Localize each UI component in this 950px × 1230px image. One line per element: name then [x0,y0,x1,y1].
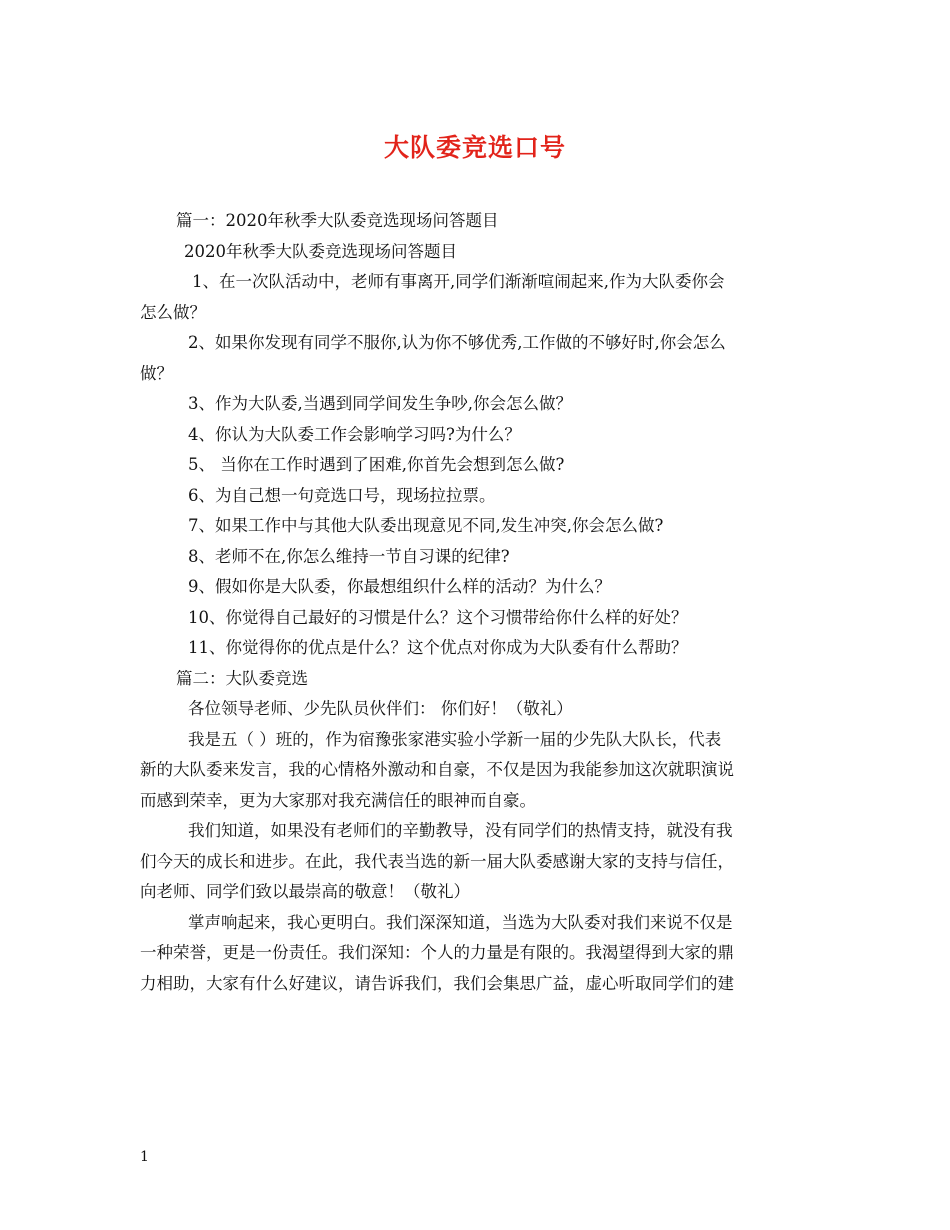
text-line: 我们知道，如果没有老师们的辛勤教导，没有同学们的热情支持，就没有我 [188,821,733,840]
text-line: 8、老师不在,你怎么维持一节自习课的纪律? [188,546,510,566]
text-line: 怎么做？ [140,302,206,322]
text-line: 3、作为大队委,当遇到同学间发生争吵,你会怎么做？ [188,394,572,413]
text-line: 篇一：2020年秋季大队委竞选现场问答题目 [176,211,499,230]
text-line: 7、如果工作中与其他大队委出现意见不同,发生冲突,你会怎么做? [188,516,664,535]
text-line: 做？ [140,363,173,383]
text-line: 2、如果你发现有同学不服你,认为你不够优秀,工作做的不够好时,你会怎么 [188,333,726,352]
text-line: 2020年秋季大队委竞选现场问答题目 [184,241,457,261]
text-line: 而感到荣幸，更为大家那对我充满信任的眼神而自豪。 [140,790,536,810]
text-line: 向老师、同学们致以最崇高的敬意！（敬礼） [140,882,470,901]
text-line: 4、你认为大队委工作会影响学习吗?为什么？ [188,424,521,444]
page-number: 1 [140,1149,149,1165]
text-line: 一种荣誉，更是一份责任。我们深知：个人的力量是有限的。我渴望得到大家的鼎 [140,943,734,962]
text-line: 篇二：大队委竞选 [176,668,308,688]
text-line: 11、你觉得你的优点是什么？这个优点对你成为大队委有什么帮助？ [188,638,688,657]
document-title: 大队委竞选口号 [383,133,566,162]
text-line: 6、为自己想一句竞选口号，现场拉拉票。 [188,485,496,505]
text-line: 我是五（ ）班的，作为宿豫张家港实验小学新一届的少先队大队长，代表 [188,729,722,749]
text-line: 各位领导老师、少先队员伙伴们： 你们好！（敬礼） [188,699,573,718]
text-line: 新的大队委来发言，我的心情格外激动和自豪，不仅是因为我能参加这次就职演说 [140,760,734,779]
text-line: 们今天的成长和进步。在此，我代表当选的新一届大队委感谢大家的支持与信任， [140,851,734,871]
text-line: 1、在一次队活动中，老师有事离开,同学们渐渐喧闹起来,作为大队委你会 [192,272,725,291]
text-line: 5、 当你在工作时遇到了困难,你首先会想到怎么做? [188,455,565,474]
text-line: 力相助，大家有什么好建议，请告诉我们，我们会集思广益，虚心听取同学们的建 [140,973,734,993]
text-line: 9、假如你是大队委，你最想组织什么样的活动？为什么？ [188,577,611,596]
document-body [140,206,814,999]
text-line: 掌声响起来，我心更明白。我们深深知道，当选为大队委对我们来说不仅是 [188,912,733,932]
text-line: 10、你觉得自己最好的习惯是什么？这个习惯带给你什么样的好处？ [188,607,688,627]
